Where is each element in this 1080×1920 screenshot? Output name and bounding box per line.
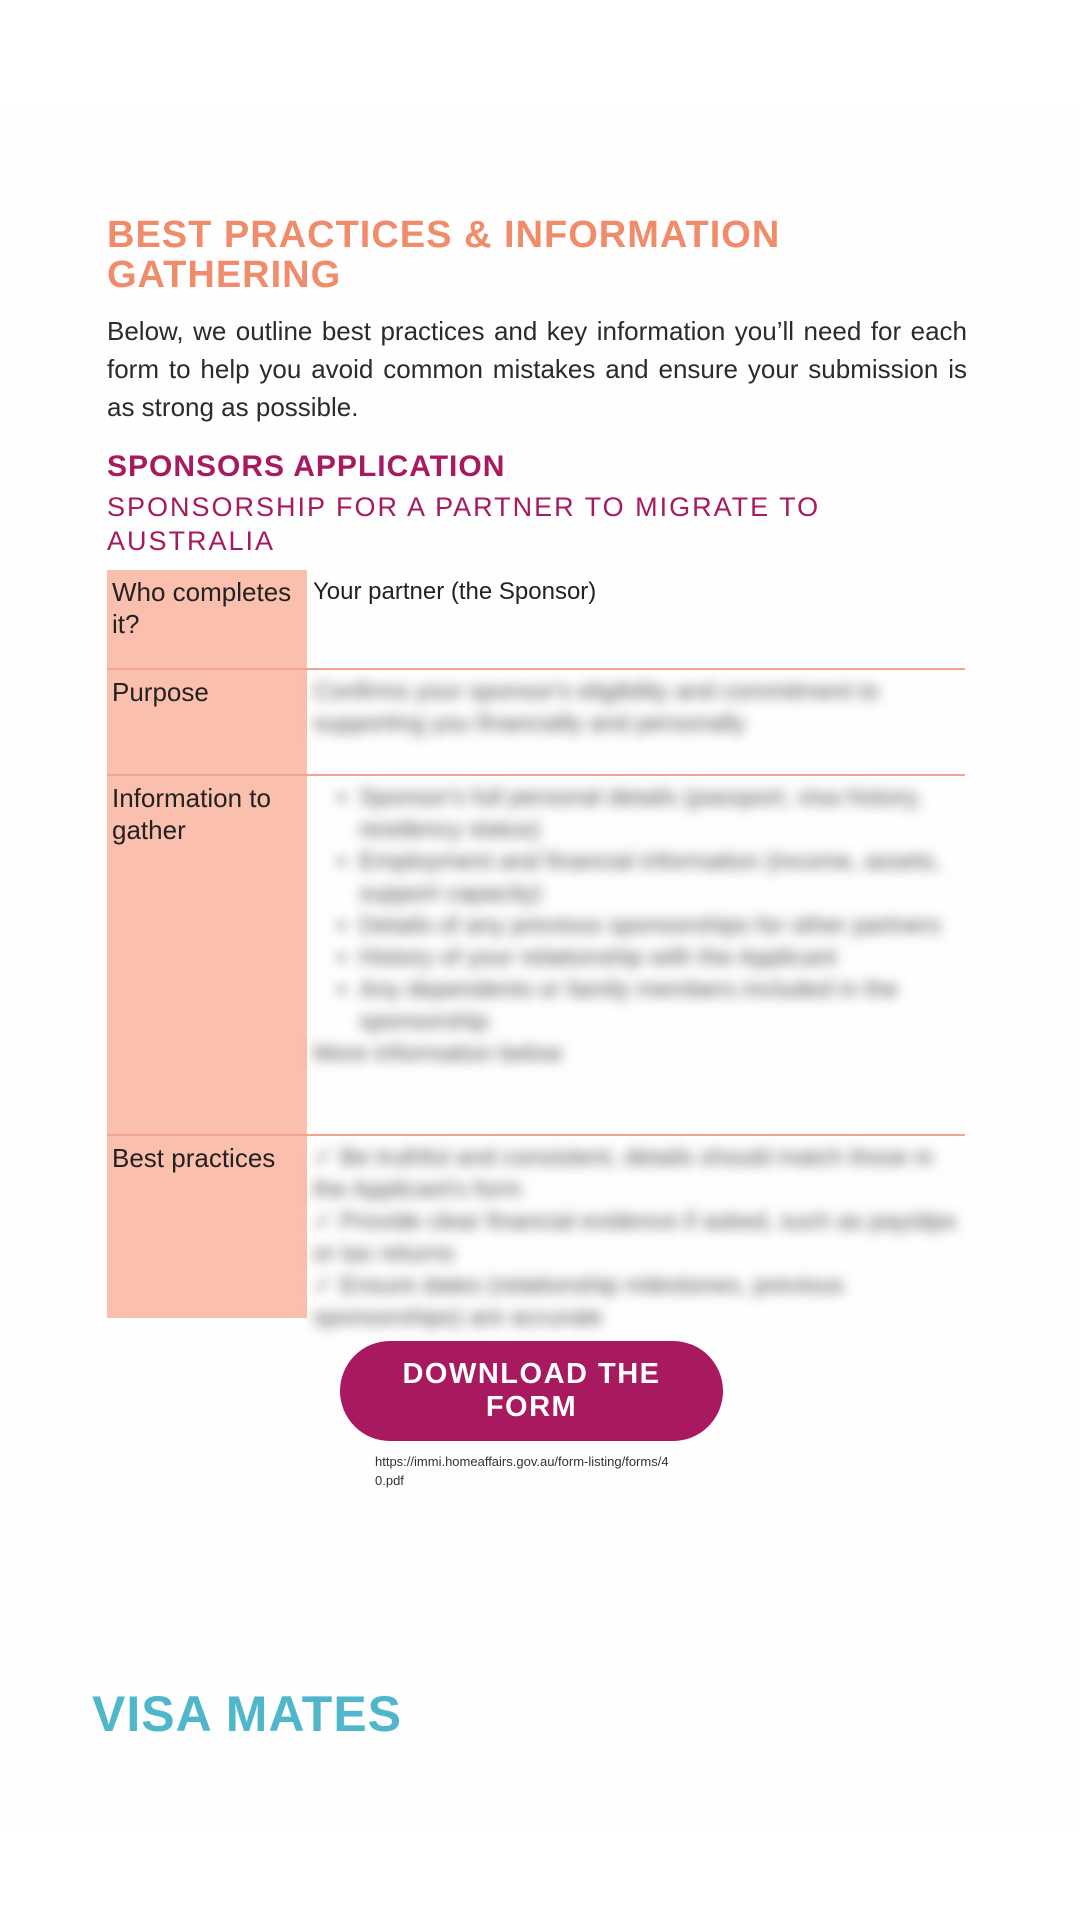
row-label: Purpose	[107, 670, 307, 774]
download-form-button[interactable]: DOWNLOAD THE FORM	[340, 1341, 723, 1441]
list-item: ✓ Ensure dates (relationship milestones, previous sponsorships) are accurate	[313, 1272, 845, 1331]
table-row	[107, 570, 965, 668]
row-value	[307, 1136, 965, 1331]
list-item: ✓ Be truthful and consistent, details should match those in the Applicant's form	[313, 1144, 934, 1203]
list-item: • Employment and financial information (income, assets, support capacity)	[359, 846, 959, 910]
info-table	[107, 570, 965, 1331]
page-heading: BEST PRACTICES & INFORMATION GATHERING	[107, 214, 781, 296]
brand-logo: VISA MATES	[92, 1686, 403, 1742]
table-row	[107, 774, 965, 1134]
list-item: • History of your relationship with the Applicant	[359, 942, 959, 974]
list-item: • Any dependents or family members included in the sponsorship	[359, 974, 959, 1038]
row-label: Who completes it?	[107, 570, 307, 668]
section-title: SPONSORS APPLICATION	[107, 450, 506, 483]
intro-paragraph: Below, we outline best practices and key information you’ll need for each form to help you avoid common mistakes and ensure your submission is as strong as possible.	[107, 316, 967, 422]
list-item: • Details of any previous sponsorships for other partners	[359, 910, 959, 942]
list-item: • Sponsor's full personal details (passport, visa history, residency status)	[359, 782, 959, 846]
row-value: Your partner (the Sponsor)	[313, 578, 597, 605]
row-value	[307, 776, 965, 1134]
form-url-link[interactable]: https://immi.homeaffairs.gov.au/form-listing/forms/40.pdf	[375, 1454, 669, 1488]
row-label: Best practices	[107, 1136, 307, 1318]
row-label: Information to gather	[107, 776, 307, 1134]
table-row	[107, 668, 965, 774]
table-row	[107, 1134, 965, 1331]
section-subtitle: SPONSORSHIP FOR A PARTNER TO MIGRATE TO AUSTRALIA	[107, 492, 821, 556]
row-value: Confirms your sponsor's eligibility and commitment to supporting you financially and personally	[313, 678, 880, 737]
list-item: ✓ Provide clear financial evidence if asked, such as payslips or tax returns	[313, 1208, 957, 1267]
row-note: More information below	[313, 1040, 563, 1067]
